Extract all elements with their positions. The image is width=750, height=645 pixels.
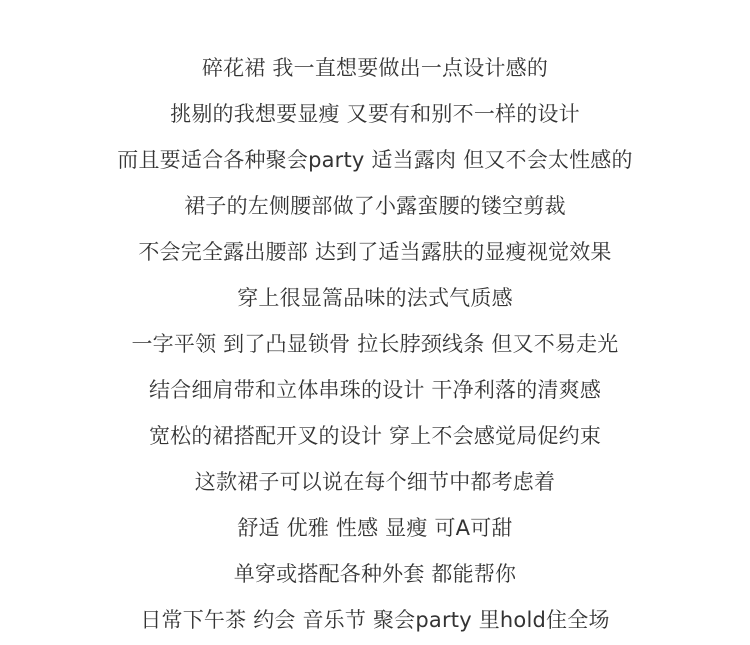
description-line-7: 一字平领 到了凸显锁骨 拉长脖颈线条 但又不易走光	[131, 332, 619, 356]
description-line-3: 而且要适合各种聚会party 适当露肉 但又不会太性感的	[117, 148, 633, 172]
description-line-8: 结合细肩带和立体串珠的设计 干净利落的清爽感	[148, 378, 602, 402]
description-line-9: 宽松的裙搭配开叉的设计 穿上不会感觉局促约束	[148, 424, 602, 448]
description-line-1: 碎花裙 我一直想要做出一点设计感的	[201, 56, 549, 80]
description-line-2: 挑剔的我想要显瘦 又要有和别不一样的设计	[170, 102, 580, 126]
description-line-4: 裙子的左侧腰部做了小露蛮腰的镂空剪裁	[184, 194, 566, 218]
description-line-10: 这款裙子可以说在每个细节中都考虑着	[194, 470, 556, 494]
product-description	[0, 45, 750, 643]
description-line-6: 穿上很显篙品味的法式气质感	[237, 286, 513, 310]
description-line-13: 日常下午茶 约会 音乐节 聚会party 里hold住全场	[140, 608, 610, 632]
description-line-12: 单穿或搭配各种外套 都能帮你	[233, 562, 517, 586]
description-line-11: 舒适 优雅 性感 显瘦 可A可甜	[237, 516, 513, 540]
description-line-5: 不会完全露出腰部 达到了适当露肤的显瘦视觉效果	[138, 240, 612, 264]
